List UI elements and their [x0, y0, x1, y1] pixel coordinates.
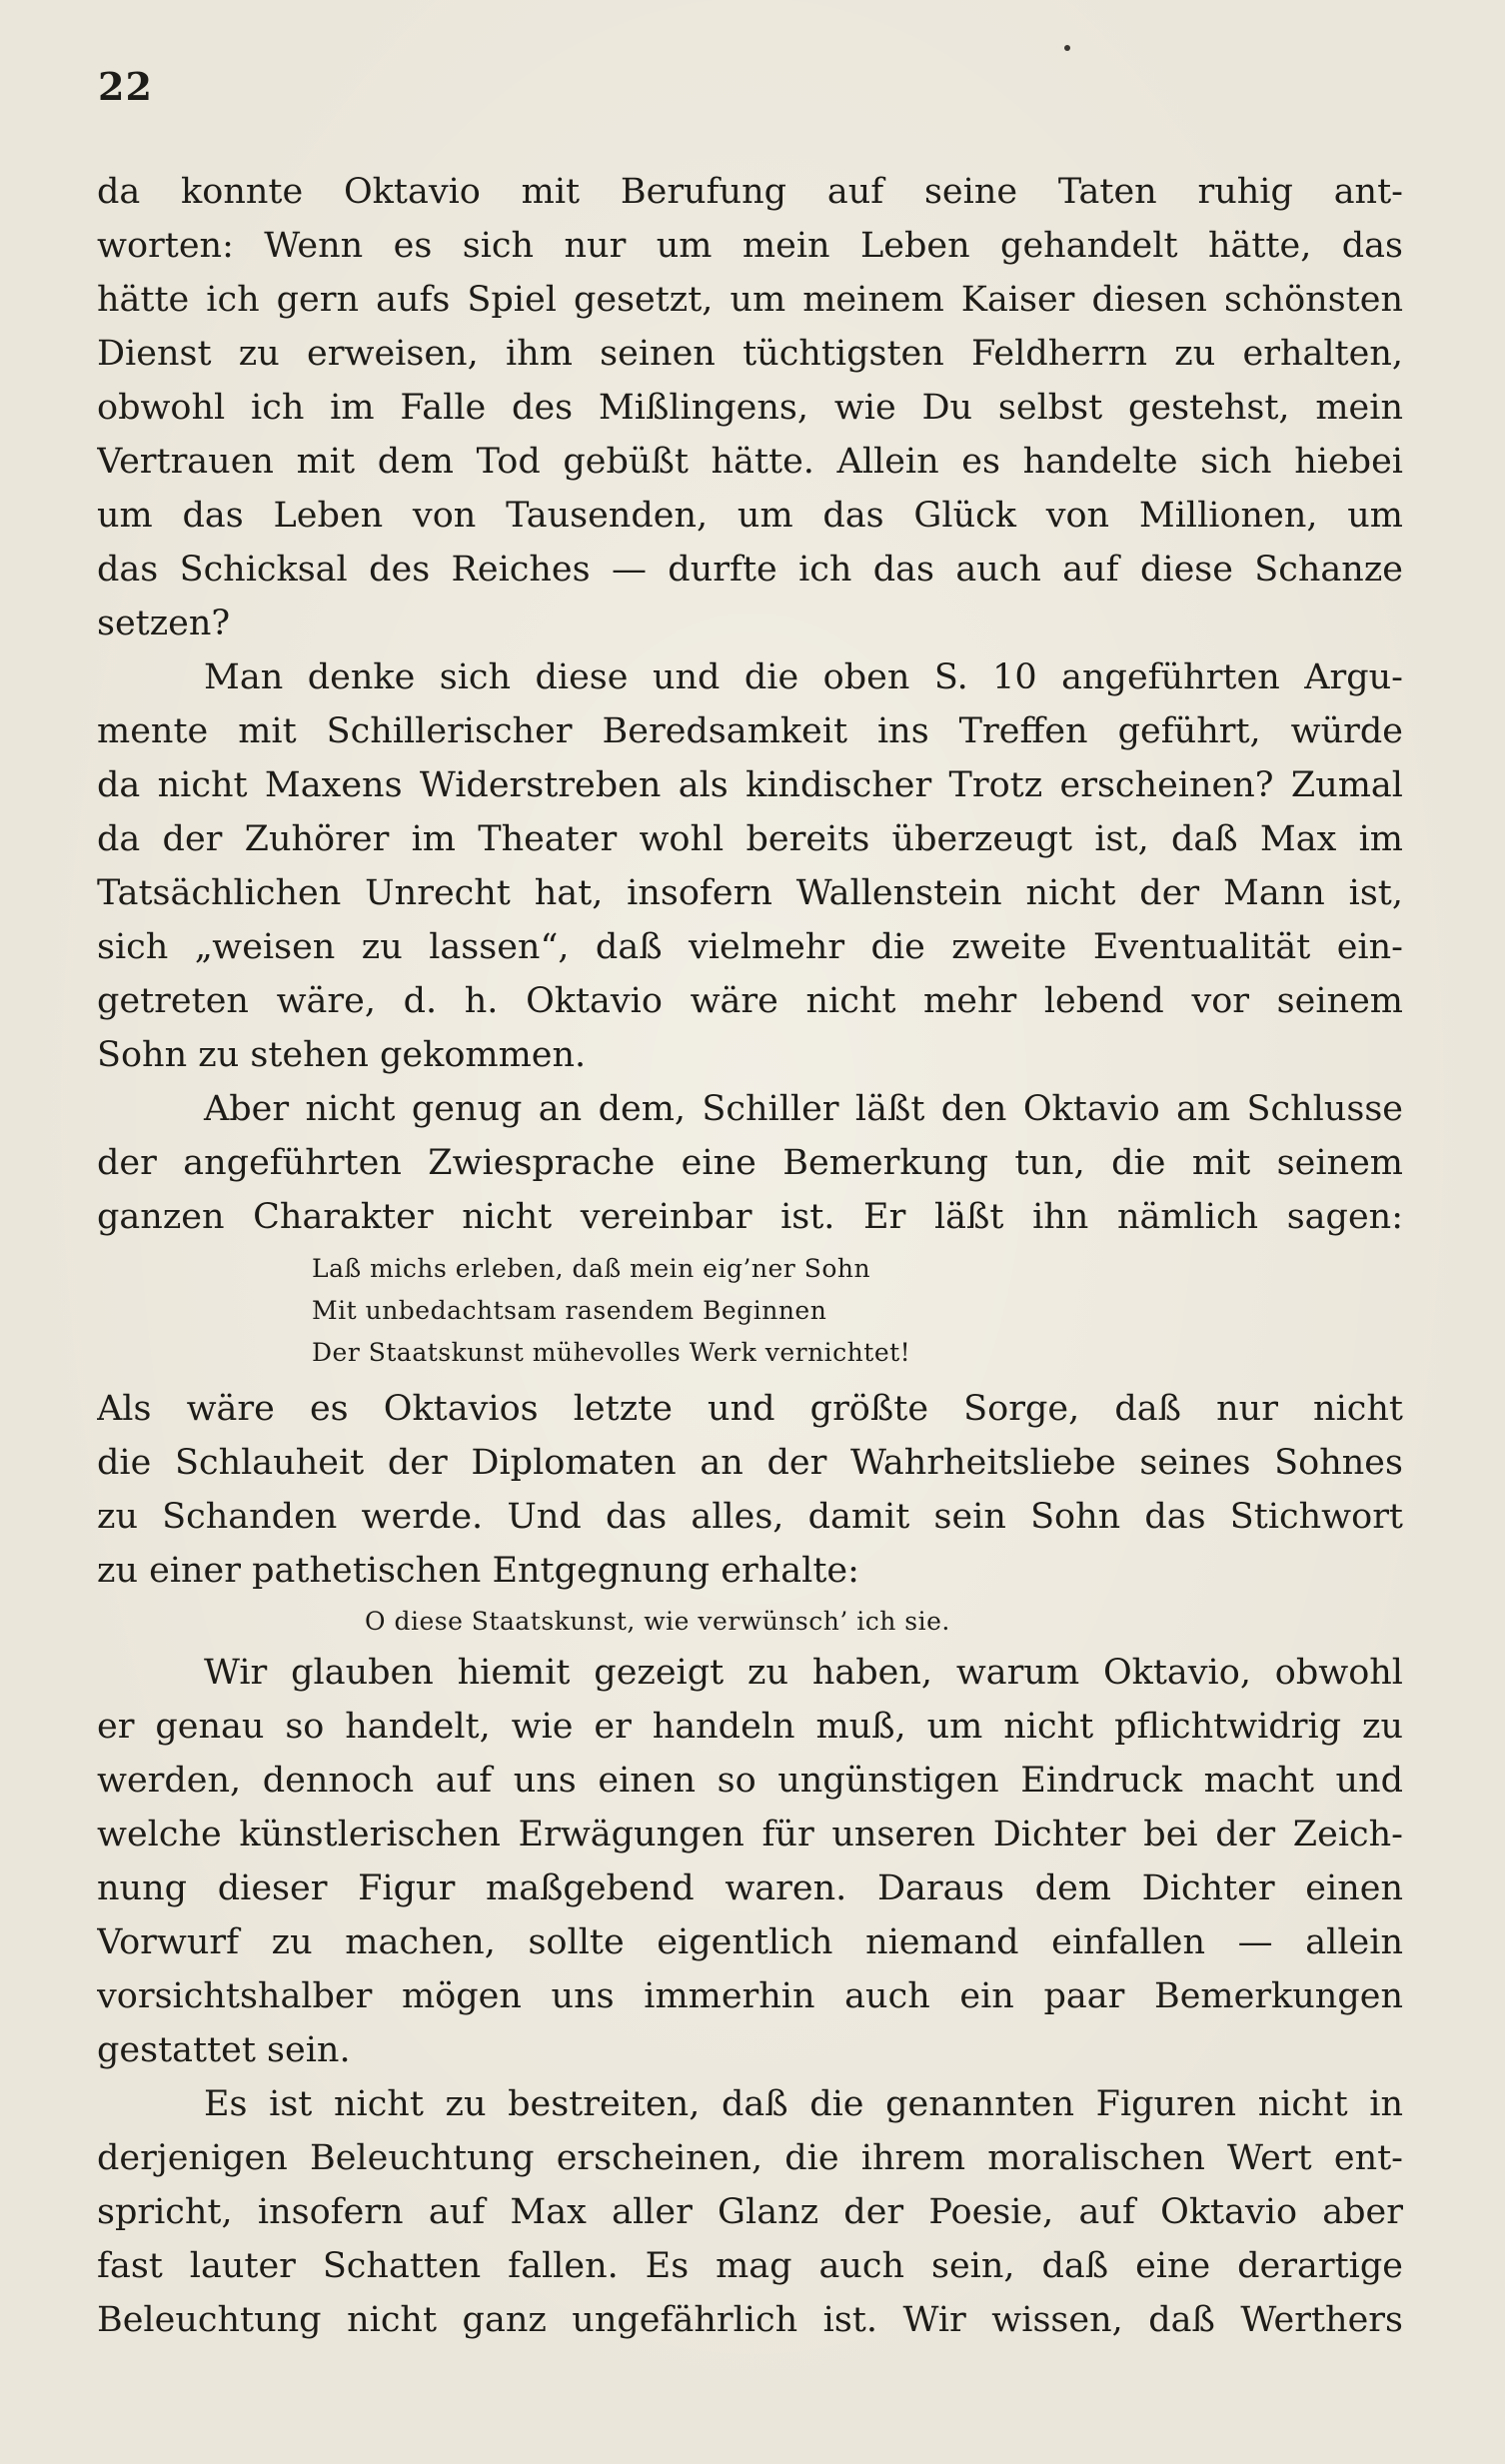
text-line: vorsichtshalber mögen uns immerhin auch ein paar Bemerkungen	[97, 1976, 1403, 2016]
text-line: Tatsächlichen Unrecht hat, insofern Wallenstein nicht der Mann ist,	[97, 873, 1403, 913]
text-line: Vorwurf zu machen, sollte eigentlich niemand einfallen — allein	[97, 1922, 1403, 1962]
paragraph-1	[97, 165, 1403, 650]
text-line: Aber nicht genug an dem, Schiller läßt den Oktavio am Schlusse	[204, 1089, 1403, 1129]
text-line: Als wäre es Oktavios letzte und größte Sorge, daß nur nicht	[97, 1389, 1403, 1429]
text-line: obwohl ich im Falle des Mißlingens, wie Du selbst gestehst, mein	[97, 388, 1403, 428]
body-text	[97, 165, 1403, 2347]
text-line: da nicht Maxens Widerstreben als kindischer Trotz erscheinen? Zumal	[97, 765, 1403, 805]
text-line: zu Schanden werde. Und das alles, damit sein Sohn das Stichwort	[97, 1497, 1403, 1537]
text-line: gestattet sein.	[97, 2030, 351, 2070]
text-line: sich „weisen zu lassen“, daß vielmehr die zweite Eventualität ein-	[97, 927, 1403, 967]
text-line: Es ist nicht zu bestreiten, daß die genannten Figuren nicht in	[204, 2084, 1403, 2124]
text-line: Dienst zu erweisen, ihm seinen tüchtigsten Feldherrn zu erhalten,	[97, 334, 1403, 374]
paragraph-2	[97, 650, 1403, 1082]
text-line: das Schicksal des Reiches — durfte ich das auch auf diese Schanze	[97, 550, 1403, 590]
text-line: ganzen Charakter nicht vereinbar ist. Er läßt ihn nämlich sagen:	[97, 1197, 1403, 1237]
paragraph-6	[97, 2077, 1403, 2347]
text-line: worten: Wenn es sich nur um mein Leben gehandelt hätte, das	[97, 226, 1403, 266]
paragraph-5	[97, 1646, 1403, 2077]
text-line: er genau so handelt, wie er handeln muß, um nicht pflichtwidrig zu	[97, 1707, 1403, 1747]
print-speck	[1064, 45, 1070, 51]
text-line: hätte ich gern aufs Spiel gesetzt, um meinem Kaiser diesen schönsten	[97, 280, 1403, 320]
text-line: getreten wäre, d. h. Oktavio wäre nicht mehr lebend vor seinem	[97, 981, 1403, 1021]
text-line: spricht, insofern auf Max aller Glanz der Poesie, auf Oktavio aber	[97, 2192, 1403, 2232]
page-number: 22	[98, 64, 153, 109]
text-line: mente mit Schillerischer Beredsamkeit ins Treffen geführt, würde	[97, 711, 1403, 751]
verse-line: Der Staatskunst mühevolles Werk vernichtet!	[312, 1338, 911, 1367]
text-line: um das Leben von Tausenden, um das Glück von Millionen, um	[97, 496, 1403, 536]
text-line: welche künstlerischen Erwägungen für unseren Dichter bei der Zeich-	[97, 1815, 1403, 1854]
text-line: setzen?	[97, 604, 231, 643]
text-line: Sohn zu stehen gekommen.	[97, 1035, 587, 1075]
text-line: fast lauter Schatten fallen. Es mag auch sein, daß eine derartige	[97, 2246, 1403, 2286]
text-line: nung dieser Figur maßgebend waren. Daraus dem Dichter einen	[97, 1868, 1403, 1908]
text-line: Vertrauen mit dem Tod gebüßt hätte. Allein es handelte sich hiebei	[97, 442, 1403, 482]
paragraph-3	[97, 1082, 1403, 1244]
text-line: derjenigen Beleuchtung erscheinen, die ihrem moralischen Wert ent-	[97, 2138, 1403, 2178]
text-line: zu einer pathetischen Entgegnung erhalte:	[97, 1551, 859, 1591]
verse-line: Mit unbedachtsam rasendem Beginnen	[312, 1296, 827, 1325]
text-line: Man denke sich diese und die oben S. 10 angeführten Argu-	[204, 657, 1403, 697]
text-line: die Schlauheit der Diplomaten an der Wahrheitsliebe seines Sohnes	[97, 1443, 1403, 1483]
text-line: Beleuchtung nicht ganz ungefährlich ist. Wir wissen, daß Werthers	[97, 2300, 1403, 2340]
verse-line: Laß michs erleben, daß mein eig’ner Sohn	[312, 1254, 871, 1283]
verse-quote-2: O diese Staatskunst, wie verwünsch’ ich sie.	[365, 1607, 950, 1636]
text-line: der angeführten Zwiesprache eine Bemerkung tun, die mit seinem	[97, 1143, 1403, 1183]
text-line: werden, dennoch auf uns einen so ungünstigen Eindruck macht und	[97, 1761, 1403, 1801]
text-line: da der Zuhörer im Theater wohl bereits überzeugt ist, daß Max im	[97, 819, 1403, 859]
text-line: Wir glauben hiemit gezeigt zu haben, warum Oktavio, obwohl	[204, 1653, 1403, 1693]
paragraph-4	[97, 1382, 1403, 1598]
text-line: da konnte Oktavio mit Berufung auf seine Taten ruhig ant-	[97, 172, 1403, 212]
verse-quote-1	[97, 1248, 1403, 1374]
